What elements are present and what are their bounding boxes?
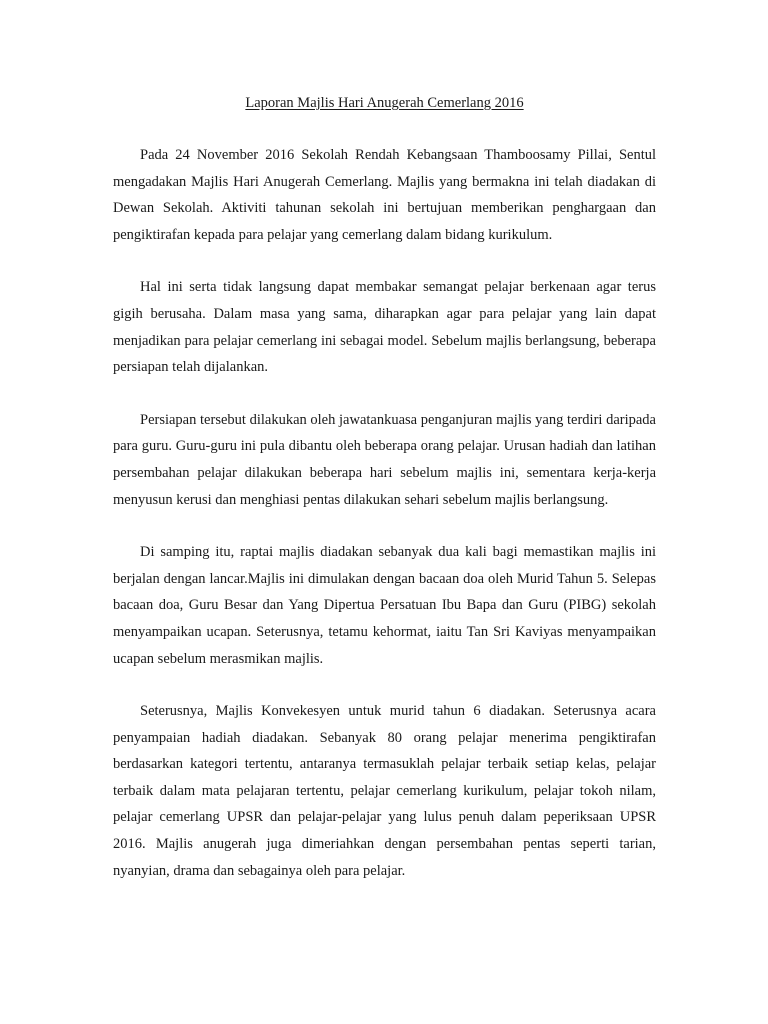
- document-title: Laporan Majlis Hari Anugerah Cemerlang 2016: [245, 95, 524, 111]
- paragraph-3: Persiapan tersebut dilakukan oleh jawatankuasa penganjuran majlis yang terdiri daripada para guru. Guru-guru ini pula dibantu oleh beberapa orang pelajar. Urusan hadiah dan latihan persembahan pelajar dilakukan beberapa hari sebelum majlis ini, sementara kerja-kerja menyusun kerusi dan menghiasi pentas dilakukan sehari sebelum majlis berlangsung.: [113, 411, 656, 508]
- paragraph-2: Hal ini serta tidak langsung dapat membakar semangat pelajar berkenaan agar terus gigih berusaha. Dalam masa yang sama, diharapkan agar para pelajar yang lain dapat menjadikan para pelajar cemerlang ini sebagai model. Sebelum majlis berlangsung, beberapa persiapan telah dijalankan.: [113, 279, 656, 376]
- paragraph-1: Pada 24 November 2016 Sekolah Rendah Kebangsaan Thamboosamy Pillai, Sentul mengadakan Majlis Hari Anugerah Cemerlang. Majlis yang bermakna ini telah diadakan di Dewan Sekolah. Aktiviti tahunan sekolah ini bertujuan memberikan penghargaan dan pengiktirafan kepada para pelajar yang cemerlang dalam bidang kurikulum.: [113, 147, 656, 243]
- paragraph-5: Seterusnya, Majlis Konvekesyen untuk murid tahun 6 diadakan. Seterusnya acara penyampaian hadiah diadakan. Sebanyak 80 orang pelajar menerima pengiktirafan berdasarkan kategori tertentu, antaranya termasuklah pelajar terbaik setiap kelas, pelajar terbaik dalam mata pelajaran tertentu, pelajar cemerlang kurikulum, pelajar tokoh nilam, pelajar cemerlang UPSR dan pelajar-pelajar yang lulus penuh dalam peperiksaan UPSR 2016. Majlis anugerah juga dimeriahkan dengan persembahan pentas seperti tarian, nyanyian, drama dan sebagainya oleh para pelajar.: [113, 703, 656, 879]
- document-page: [113, 92, 656, 910]
- paragraph-4: Di samping itu, raptai majlis diadakan sebanyak dua kali bagi memastikan majlis ini berjalan dengan lancar.Majlis ini dimulakan dengan bacaan doa oleh Murid Tahun 5. Selepas bacaan doa, Guru Besar dan Yang Dipertua Persatuan Ibu Bapa dan Guru (PIBG) sekolah menyampaikan ucapan. Seterusnya, tetamu kehormat, iaitu Tan Sri Kaviyas menyampaikan ucapan sebelum merasmikan majlis.: [113, 544, 656, 667]
